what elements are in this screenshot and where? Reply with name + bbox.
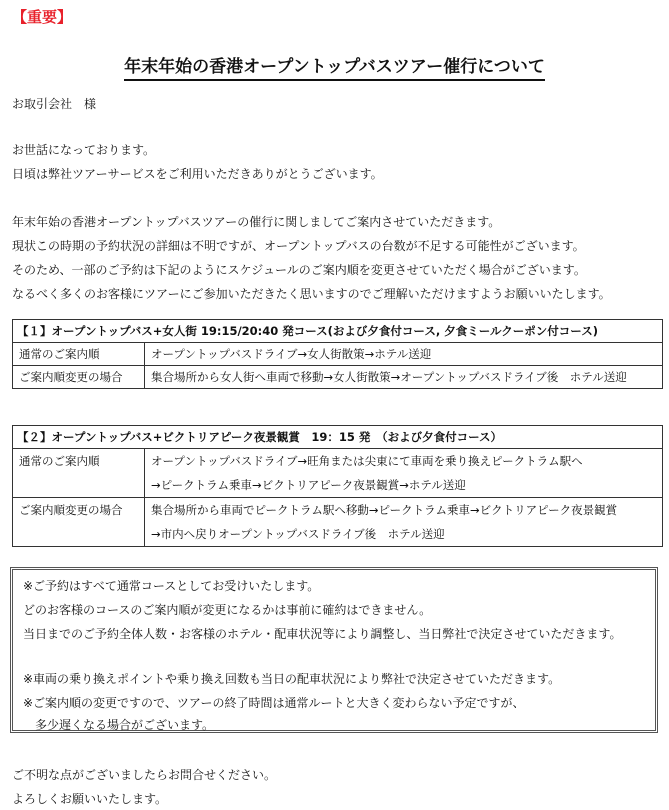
table-row-text: [145, 498, 663, 547]
table-row-line: →ピークトラム乗車→ビクトリアピーク夜景観賞→ホテル送迎: [151, 478, 466, 492]
greeting-line-1: お世話になっております。: [12, 143, 156, 157]
document-title: [0, 52, 669, 77]
note-line-4: ※車両の乗り換えポイントや乗り換え回数も当日の配車状況により弊社で決定させていただきます。: [23, 672, 561, 686]
closing-line-1: ご不明な点がございましたらお問合せください。: [12, 768, 277, 782]
table-row-line: 集合場所から車両でピークトラム駅へ移動→ピークトラム乗車→ビクトリアピーク夜景観賞: [151, 503, 618, 517]
intro-line-4: なるべく多くのお客様にツアーにご参加いただきたく思いますのでご理解いただけますようお願いいたします。: [12, 287, 611, 301]
table-row-text: オープントップバスドライブ→女人街散策→ホテル送迎: [145, 343, 663, 366]
note-line-3: 当日までのご予約全体人数・お客様のホテル・配車状況等により調整し、当日弊社で決定させていただきます。: [23, 627, 622, 641]
course-table-2: [12, 425, 663, 547]
table-row-label: ご案内順変更の場合: [13, 498, 145, 547]
table-row-label: ご案内順変更の場合: [13, 366, 145, 389]
addressee: お取引会社 様: [12, 97, 97, 111]
greeting-line-2: 日頃は弊社ツアーサービスをご利用いただきありがとうございます。: [12, 167, 383, 181]
note-line-5: ※ご案内順の変更ですので、ツアーの終了時間は通常ルートと大きく変わらない予定ですが、: [23, 696, 525, 710]
table-row-text: [145, 449, 663, 498]
table-row-text: 集合場所から女人街へ車両で移動→女人街散策→オープントップバスドライブ後 ホテル送迎: [145, 366, 663, 389]
important-tag: 【重要】: [12, 8, 73, 26]
note-line-1: ※ご予約はすべて通常コースとしてお受けいたします。: [23, 579, 320, 593]
intro-line-3: そのため、一部のご予約は下記のようにスケジュールのご案内順を変更させていただく場合がございます。: [12, 263, 586, 277]
document-title-text: 年末年始の香港オープントップバスツアー催行について: [124, 57, 545, 81]
notes-box: [10, 567, 658, 733]
intro-line-2: 現状この時期の予約状況の詳細は不明ですが、オープントップバスの台数が不足する可能性がございます。: [12, 239, 585, 253]
intro-line-1: 年末年始の香港オープントップバスツアーの催行に関しましてご案内させていただきます。: [12, 215, 501, 229]
table-row-label: 通常のご案内順: [13, 343, 145, 366]
table-row-line: →市内へ戻りオープントップバスドライブ後 ホテル送迎: [151, 527, 445, 541]
closing-line-2: よろしくお願いいたします。: [12, 792, 168, 806]
note-line-6: 多少遅くなる場合がございます。: [23, 718, 215, 732]
course-table-1-header: 【１】オープントップバス+女人街 19:15/20:40 発コース(および夕食付コース, 夕食ミールクーポン付コース): [13, 320, 663, 343]
note-line-2: どのお客様のコースのご案内順が変更になるかは事前に確約はできません。: [23, 603, 432, 617]
table-row-line: オープントップバスドライブ→旺角または尖東にて車両を乗り換えピークトラム駅へ: [151, 454, 583, 468]
table-row-label: 通常のご案内順: [13, 449, 145, 498]
course-table-1: [12, 319, 663, 389]
course-table-2-header: 【２】オープントップバス+ビクトリアピーク夜景観賞 19：15 発 （および夕食付コース）: [13, 426, 663, 449]
